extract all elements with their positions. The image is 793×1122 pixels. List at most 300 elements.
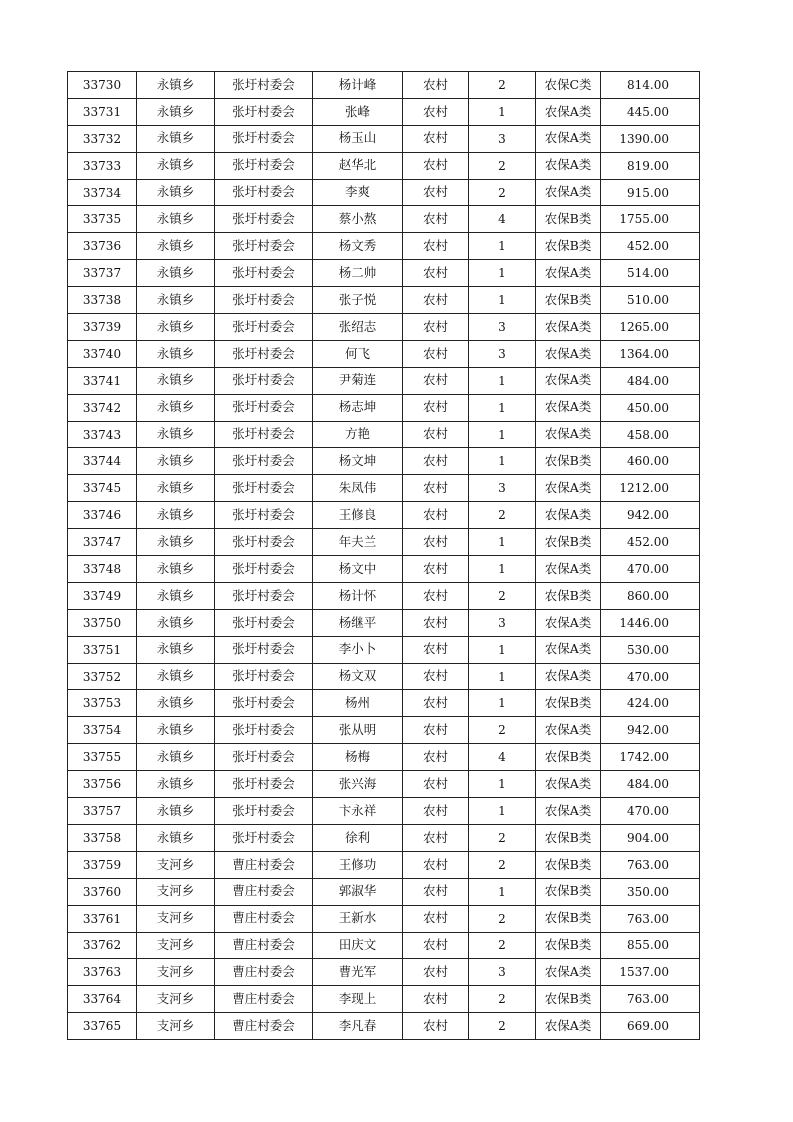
serial-number-cell: 33755 [68, 744, 137, 771]
family-size-cell: 1 [469, 771, 536, 798]
insurance-category-cell: 农保A类 [536, 636, 601, 663]
serial-number-cell: 33752 [68, 663, 137, 690]
person-name-cell: 卞永祥 [313, 798, 403, 825]
serial-number-cell: 33743 [68, 421, 137, 448]
family-size-cell: 1 [469, 233, 536, 260]
serial-number-cell: 33758 [68, 824, 137, 851]
person-name-cell: 蔡小熬 [313, 206, 403, 233]
serial-number-cell: 33757 [68, 798, 137, 825]
family-size-cell: 3 [469, 314, 536, 341]
insurance-category-cell: 农保A类 [536, 1013, 601, 1040]
person-name-cell: 杨计峰 [313, 72, 403, 99]
table-row [68, 314, 700, 341]
person-name-cell: 王新水 [313, 905, 403, 932]
amount-cell: 470.00 [601, 556, 700, 583]
person-name-cell: 徐利 [313, 824, 403, 851]
serial-number-cell: 33735 [68, 206, 137, 233]
serial-number-cell: 33746 [68, 502, 137, 529]
amount-cell: 452.00 [601, 233, 700, 260]
serial-number-cell: 33745 [68, 475, 137, 502]
township-cell: 支河乡 [137, 986, 215, 1013]
serial-number-cell: 33751 [68, 636, 137, 663]
serial-number-cell: 33739 [68, 314, 137, 341]
household-type-cell: 农村 [403, 179, 469, 206]
table-row [68, 851, 700, 878]
table-row [68, 905, 700, 932]
amount-cell: 1212.00 [601, 475, 700, 502]
amount-cell: 484.00 [601, 367, 700, 394]
person-name-cell: 年夫兰 [313, 529, 403, 556]
family-size-cell: 3 [469, 959, 536, 986]
township-cell: 永镇乡 [137, 636, 215, 663]
household-type-cell: 农村 [403, 72, 469, 99]
village-committee-cell: 张圩村委会 [215, 287, 313, 314]
person-name-cell: 杨文中 [313, 556, 403, 583]
township-cell: 永镇乡 [137, 179, 215, 206]
table-row [68, 1013, 700, 1040]
household-type-cell: 农村 [403, 636, 469, 663]
insurance-category-cell: 农保B类 [536, 824, 601, 851]
family-size-cell: 2 [469, 824, 536, 851]
household-type-cell: 农村 [403, 233, 469, 260]
insurance-category-cell: 农保A类 [536, 314, 601, 341]
household-type-cell: 农村 [403, 448, 469, 475]
person-name-cell: 杨二帅 [313, 260, 403, 287]
township-cell: 永镇乡 [137, 98, 215, 125]
family-size-cell: 3 [469, 125, 536, 152]
serial-number-cell: 33733 [68, 152, 137, 179]
table-row [68, 986, 700, 1013]
amount-cell: 942.00 [601, 502, 700, 529]
serial-number-cell: 33749 [68, 582, 137, 609]
serial-number-cell: 33732 [68, 125, 137, 152]
amount-cell: 860.00 [601, 582, 700, 609]
township-cell: 支河乡 [137, 851, 215, 878]
person-name-cell: 李凡春 [313, 1013, 403, 1040]
insurance-category-cell: 农保B类 [536, 690, 601, 717]
township-cell: 永镇乡 [137, 340, 215, 367]
amount-cell: 450.00 [601, 394, 700, 421]
household-type-cell: 农村 [403, 475, 469, 502]
table-row [68, 367, 700, 394]
insurance-category-cell: 农保A类 [536, 475, 601, 502]
insurance-category-cell: 农保B类 [536, 905, 601, 932]
family-size-cell: 1 [469, 878, 536, 905]
insurance-category-cell: 农保A类 [536, 556, 601, 583]
insurance-category-cell: 农保C类 [536, 72, 601, 99]
person-name-cell: 何飞 [313, 340, 403, 367]
village-committee-cell: 张圩村委会 [215, 233, 313, 260]
village-committee-cell: 张圩村委会 [215, 314, 313, 341]
amount-cell: 510.00 [601, 287, 700, 314]
serial-number-cell: 33736 [68, 233, 137, 260]
household-type-cell: 农村 [403, 959, 469, 986]
table-row [68, 556, 700, 583]
serial-number-cell: 33744 [68, 448, 137, 475]
village-committee-cell: 张圩村委会 [215, 475, 313, 502]
village-committee-cell: 张圩村委会 [215, 717, 313, 744]
person-name-cell: 杨计怀 [313, 582, 403, 609]
family-size-cell: 2 [469, 1013, 536, 1040]
family-size-cell: 1 [469, 448, 536, 475]
township-cell: 支河乡 [137, 959, 215, 986]
household-type-cell: 农村 [403, 824, 469, 851]
household-type-cell: 农村 [403, 717, 469, 744]
family-size-cell: 2 [469, 932, 536, 959]
table-row [68, 959, 700, 986]
serial-number-cell: 33763 [68, 959, 137, 986]
amount-cell: 484.00 [601, 771, 700, 798]
township-cell: 永镇乡 [137, 824, 215, 851]
household-type-cell: 农村 [403, 556, 469, 583]
table-row [68, 502, 700, 529]
household-type-cell: 农村 [403, 663, 469, 690]
person-name-cell: 曹光军 [313, 959, 403, 986]
family-size-cell: 4 [469, 206, 536, 233]
village-committee-cell: 张圩村委会 [215, 260, 313, 287]
township-cell: 永镇乡 [137, 367, 215, 394]
amount-cell: 458.00 [601, 421, 700, 448]
township-cell: 永镇乡 [137, 421, 215, 448]
person-name-cell: 张绍志 [313, 314, 403, 341]
person-name-cell: 田庆文 [313, 932, 403, 959]
household-type-cell: 农村 [403, 878, 469, 905]
person-name-cell: 李小卜 [313, 636, 403, 663]
table-row [68, 798, 700, 825]
household-type-cell: 农村 [403, 609, 469, 636]
village-committee-cell: 张圩村委会 [215, 394, 313, 421]
person-name-cell: 杨梅 [313, 744, 403, 771]
insurance-category-cell: 农保B类 [536, 986, 601, 1013]
amount-cell: 1537.00 [601, 959, 700, 986]
family-size-cell: 2 [469, 582, 536, 609]
insurance-category-cell: 农保A类 [536, 663, 601, 690]
family-size-cell: 4 [469, 744, 536, 771]
table-row [68, 421, 700, 448]
township-cell: 支河乡 [137, 1013, 215, 1040]
village-committee-cell: 曹庄村委会 [215, 878, 313, 905]
insurance-category-cell: 农保A类 [536, 152, 601, 179]
household-type-cell: 农村 [403, 314, 469, 341]
amount-cell: 942.00 [601, 717, 700, 744]
roster-body [68, 72, 700, 1040]
village-committee-cell: 张圩村委会 [215, 609, 313, 636]
table-row [68, 260, 700, 287]
table-row [68, 340, 700, 367]
insurance-category-cell: 农保A类 [536, 367, 601, 394]
person-name-cell: 张峰 [313, 98, 403, 125]
person-name-cell: 杨文双 [313, 663, 403, 690]
insurance-category-cell: 农保B类 [536, 529, 601, 556]
person-name-cell: 李爽 [313, 179, 403, 206]
amount-cell: 460.00 [601, 448, 700, 475]
family-size-cell: 1 [469, 421, 536, 448]
person-name-cell: 朱凤伟 [313, 475, 403, 502]
amount-cell: 915.00 [601, 179, 700, 206]
amount-cell: 1265.00 [601, 314, 700, 341]
person-name-cell: 李现上 [313, 986, 403, 1013]
family-size-cell: 2 [469, 502, 536, 529]
village-committee-cell: 张圩村委会 [215, 206, 313, 233]
family-size-cell: 1 [469, 394, 536, 421]
amount-cell: 350.00 [601, 878, 700, 905]
serial-number-cell: 33741 [68, 367, 137, 394]
person-name-cell: 杨文坤 [313, 448, 403, 475]
person-name-cell: 张子悦 [313, 287, 403, 314]
village-committee-cell: 张圩村委会 [215, 98, 313, 125]
village-committee-cell: 曹庄村委会 [215, 932, 313, 959]
village-committee-cell: 曹庄村委会 [215, 1013, 313, 1040]
insurance-category-cell: 农保A类 [536, 260, 601, 287]
insurance-category-cell: 农保A类 [536, 340, 601, 367]
insurance-category-cell: 农保B类 [536, 878, 601, 905]
amount-cell: 1364.00 [601, 340, 700, 367]
family-size-cell: 1 [469, 260, 536, 287]
serial-number-cell: 33756 [68, 771, 137, 798]
serial-number-cell: 33764 [68, 986, 137, 1013]
township-cell: 支河乡 [137, 905, 215, 932]
serial-number-cell: 33742 [68, 394, 137, 421]
table-row [68, 125, 700, 152]
serial-number-cell: 33762 [68, 932, 137, 959]
family-size-cell: 1 [469, 690, 536, 717]
family-size-cell: 2 [469, 152, 536, 179]
table-row [68, 824, 700, 851]
village-committee-cell: 曹庄村委会 [215, 959, 313, 986]
insurance-category-cell: 农保A类 [536, 98, 601, 125]
village-committee-cell: 曹庄村委会 [215, 851, 313, 878]
person-name-cell: 郭淑华 [313, 878, 403, 905]
insurance-category-cell: 农保A类 [536, 798, 601, 825]
village-committee-cell: 张圩村委会 [215, 824, 313, 851]
township-cell: 永镇乡 [137, 448, 215, 475]
family-size-cell: 1 [469, 367, 536, 394]
table-row [68, 744, 700, 771]
township-cell: 永镇乡 [137, 72, 215, 99]
serial-number-cell: 33760 [68, 878, 137, 905]
township-cell: 永镇乡 [137, 556, 215, 583]
amount-cell: 763.00 [601, 905, 700, 932]
amount-cell: 819.00 [601, 152, 700, 179]
insurance-category-cell: 农保A类 [536, 179, 601, 206]
amount-cell: 530.00 [601, 636, 700, 663]
township-cell: 永镇乡 [137, 502, 215, 529]
amount-cell: 855.00 [601, 932, 700, 959]
household-type-cell: 农村 [403, 690, 469, 717]
household-type-cell: 农村 [403, 529, 469, 556]
township-cell: 支河乡 [137, 878, 215, 905]
insurance-category-cell: 农保B类 [536, 851, 601, 878]
table-row [68, 529, 700, 556]
insurance-category-cell: 农保B类 [536, 287, 601, 314]
household-type-cell: 农村 [403, 206, 469, 233]
household-type-cell: 农村 [403, 932, 469, 959]
village-committee-cell: 张圩村委会 [215, 340, 313, 367]
person-name-cell: 张兴海 [313, 771, 403, 798]
village-committee-cell: 张圩村委会 [215, 663, 313, 690]
table-row [68, 663, 700, 690]
household-type-cell: 农村 [403, 771, 469, 798]
amount-cell: 445.00 [601, 98, 700, 125]
table-row [68, 448, 700, 475]
amount-cell: 470.00 [601, 798, 700, 825]
serial-number-cell: 33753 [68, 690, 137, 717]
serial-number-cell: 33754 [68, 717, 137, 744]
insurance-category-cell: 农保A类 [536, 421, 601, 448]
household-type-cell: 农村 [403, 394, 469, 421]
person-name-cell: 杨玉山 [313, 125, 403, 152]
table-row [68, 179, 700, 206]
person-name-cell: 赵华北 [313, 152, 403, 179]
serial-number-cell: 33738 [68, 287, 137, 314]
household-type-cell: 农村 [403, 287, 469, 314]
family-size-cell: 1 [469, 636, 536, 663]
township-cell: 永镇乡 [137, 663, 215, 690]
household-type-cell: 农村 [403, 582, 469, 609]
family-size-cell: 1 [469, 798, 536, 825]
township-cell: 永镇乡 [137, 287, 215, 314]
family-size-cell: 2 [469, 179, 536, 206]
household-type-cell: 农村 [403, 1013, 469, 1040]
amount-cell: 1446.00 [601, 609, 700, 636]
serial-number-cell: 33737 [68, 260, 137, 287]
village-committee-cell: 张圩村委会 [215, 179, 313, 206]
serial-number-cell: 33730 [68, 72, 137, 99]
person-name-cell: 杨文秀 [313, 233, 403, 260]
insurance-category-cell: 农保A类 [536, 502, 601, 529]
household-type-cell: 农村 [403, 260, 469, 287]
township-cell: 永镇乡 [137, 125, 215, 152]
family-size-cell: 3 [469, 340, 536, 367]
village-committee-cell: 曹庄村委会 [215, 905, 313, 932]
family-size-cell: 2 [469, 905, 536, 932]
village-committee-cell: 张圩村委会 [215, 556, 313, 583]
serial-number-cell: 33759 [68, 851, 137, 878]
serial-number-cell: 33761 [68, 905, 137, 932]
serial-number-cell: 33750 [68, 609, 137, 636]
township-cell: 永镇乡 [137, 529, 215, 556]
village-committee-cell: 张圩村委会 [215, 502, 313, 529]
table-row [68, 394, 700, 421]
table-row [68, 878, 700, 905]
village-committee-cell: 张圩村委会 [215, 152, 313, 179]
insurance-category-cell: 农保B类 [536, 744, 601, 771]
table-row [68, 932, 700, 959]
village-committee-cell: 张圩村委会 [215, 744, 313, 771]
person-name-cell: 张从明 [313, 717, 403, 744]
family-size-cell: 1 [469, 663, 536, 690]
insurance-category-cell: 农保A类 [536, 394, 601, 421]
table-row [68, 233, 700, 260]
family-size-cell: 2 [469, 72, 536, 99]
township-cell: 永镇乡 [137, 314, 215, 341]
village-committee-cell: 曹庄村委会 [215, 986, 313, 1013]
amount-cell: 904.00 [601, 824, 700, 851]
family-size-cell: 1 [469, 98, 536, 125]
amount-cell: 424.00 [601, 690, 700, 717]
person-name-cell: 杨继平 [313, 609, 403, 636]
amount-cell: 1390.00 [601, 125, 700, 152]
family-size-cell: 3 [469, 475, 536, 502]
insurance-category-cell: 农保B类 [536, 206, 601, 233]
village-committee-cell: 张圩村委会 [215, 690, 313, 717]
table-row [68, 206, 700, 233]
person-name-cell: 王修良 [313, 502, 403, 529]
insurance-category-cell: 农保B类 [536, 932, 601, 959]
household-type-cell: 农村 [403, 340, 469, 367]
amount-cell: 452.00 [601, 529, 700, 556]
household-type-cell: 农村 [403, 125, 469, 152]
serial-number-cell: 33747 [68, 529, 137, 556]
township-cell: 支河乡 [137, 932, 215, 959]
household-type-cell: 农村 [403, 798, 469, 825]
township-cell: 永镇乡 [137, 798, 215, 825]
village-committee-cell: 张圩村委会 [215, 448, 313, 475]
table-row [68, 475, 700, 502]
serial-number-cell: 33740 [68, 340, 137, 367]
household-type-cell: 农村 [403, 851, 469, 878]
village-committee-cell: 张圩村委会 [215, 529, 313, 556]
person-name-cell: 杨志坤 [313, 394, 403, 421]
township-cell: 永镇乡 [137, 582, 215, 609]
village-committee-cell: 张圩村委会 [215, 582, 313, 609]
person-name-cell: 方艳 [313, 421, 403, 448]
township-cell: 永镇乡 [137, 690, 215, 717]
table-row [68, 152, 700, 179]
village-committee-cell: 张圩村委会 [215, 421, 313, 448]
household-type-cell: 农村 [403, 986, 469, 1013]
family-size-cell: 1 [469, 556, 536, 583]
household-type-cell: 农村 [403, 421, 469, 448]
amount-cell: 470.00 [601, 663, 700, 690]
township-cell: 永镇乡 [137, 771, 215, 798]
insurance-category-cell: 农保A类 [536, 717, 601, 744]
insurance-category-cell: 农保A类 [536, 959, 601, 986]
insurance-category-cell: 农保B类 [536, 233, 601, 260]
township-cell: 永镇乡 [137, 475, 215, 502]
family-size-cell: 2 [469, 851, 536, 878]
person-name-cell: 尹菊连 [313, 367, 403, 394]
household-type-cell: 农村 [403, 152, 469, 179]
household-type-cell: 农村 [403, 744, 469, 771]
township-cell: 永镇乡 [137, 233, 215, 260]
village-committee-cell: 张圩村委会 [215, 72, 313, 99]
family-size-cell: 1 [469, 287, 536, 314]
roster-table [67, 71, 700, 1040]
township-cell: 永镇乡 [137, 609, 215, 636]
amount-cell: 814.00 [601, 72, 700, 99]
township-cell: 永镇乡 [137, 206, 215, 233]
amount-cell: 1742.00 [601, 744, 700, 771]
amount-cell: 514.00 [601, 260, 700, 287]
household-type-cell: 农村 [403, 905, 469, 932]
serial-number-cell: 33748 [68, 556, 137, 583]
insurance-category-cell: 农保A类 [536, 125, 601, 152]
serial-number-cell: 33731 [68, 98, 137, 125]
insurance-category-cell: 农保A类 [536, 609, 601, 636]
amount-cell: 669.00 [601, 1013, 700, 1040]
amount-cell: 763.00 [601, 986, 700, 1013]
township-cell: 永镇乡 [137, 260, 215, 287]
amount-cell: 1755.00 [601, 206, 700, 233]
household-type-cell: 农村 [403, 98, 469, 125]
family-size-cell: 1 [469, 529, 536, 556]
insurance-category-cell: 农保B类 [536, 448, 601, 475]
table-row [68, 717, 700, 744]
township-cell: 永镇乡 [137, 717, 215, 744]
table-row [68, 98, 700, 125]
village-committee-cell: 张圩村委会 [215, 367, 313, 394]
